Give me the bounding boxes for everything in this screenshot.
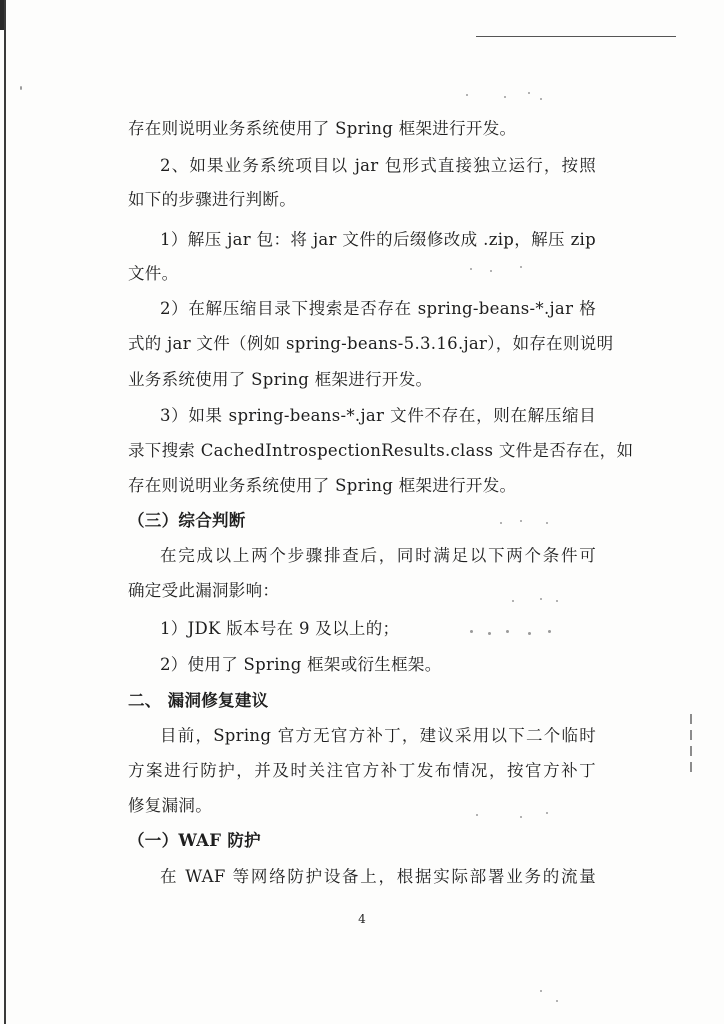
scan-speck bbox=[520, 266, 522, 268]
scan-speck bbox=[528, 92, 530, 94]
body-line: 式的 jar 文件（例如 spring-beans-5.3.16.jar），如存在则说明 bbox=[128, 334, 614, 353]
scan-speck bbox=[540, 98, 542, 100]
scan-speck bbox=[520, 816, 522, 818]
body-line: 文件。 bbox=[128, 264, 179, 283]
scan-speck bbox=[466, 94, 468, 96]
body-line: 2）在解压缩目录下搜索是否存在 spring-beans-*.jar 格 bbox=[160, 299, 596, 318]
scan-speck bbox=[556, 1000, 558, 1002]
scan-speck bbox=[546, 812, 548, 814]
scan-speck bbox=[528, 632, 531, 635]
body-line: 修复漏洞。 bbox=[128, 796, 212, 815]
scan-dash bbox=[690, 762, 692, 772]
body-line: 在 WAF 等网络防护设备上，根据实际部署业务的流量 bbox=[160, 867, 596, 886]
scan-speck bbox=[500, 522, 502, 524]
section-heading: （一）WAF 防护 bbox=[128, 831, 261, 850]
header-rule bbox=[476, 36, 676, 37]
body-line: 如下的步骤进行判断。 bbox=[128, 190, 296, 209]
body-line: 存在则说明业务系统使用了 Spring 框架进行开发。 bbox=[128, 119, 517, 138]
scan-speck bbox=[548, 630, 551, 633]
page-number: 4 bbox=[358, 912, 366, 926]
scan-speck bbox=[488, 632, 491, 635]
body-line: 确定受此漏洞影响： bbox=[128, 581, 280, 600]
scan-dash bbox=[690, 746, 692, 756]
body-line: 录下搜索 CachedIntrospectionResults.class 文件是否存在，如 bbox=[128, 441, 634, 460]
body-line: 目前，Spring 官方无官方补丁，建议采用以下二个临时 bbox=[160, 726, 596, 745]
scan-speck bbox=[540, 598, 542, 600]
scan-dash bbox=[690, 714, 692, 724]
scan-edge-line bbox=[4, 0, 6, 1024]
scan-speck bbox=[556, 600, 558, 602]
scan-speck bbox=[470, 268, 472, 270]
body-line: 在完成以上两个步骤排查后，同时满足以下两个条件可 bbox=[160, 546, 596, 565]
scan-speck bbox=[470, 630, 473, 633]
scan-speck bbox=[546, 522, 548, 524]
body-line: 2、如果业务系统项目以 jar 包形式直接独立运行，按照 bbox=[160, 156, 596, 175]
body-line: 1）JDK 版本号在 9 及以上的； bbox=[160, 619, 400, 638]
scan-speck bbox=[506, 630, 509, 633]
scan-speck bbox=[512, 600, 514, 602]
section-heading: （三）综合判断 bbox=[128, 511, 246, 530]
scan-speck bbox=[540, 990, 542, 992]
scan-speck bbox=[20, 86, 22, 90]
body-line: 3）如果 spring-beans-*.jar 文件不存在，则在解压缩目 bbox=[160, 406, 596, 425]
scan-speck bbox=[520, 520, 522, 522]
body-line: 业务系统使用了 Spring 框架进行开发。 bbox=[128, 370, 433, 389]
body-line: 1）解压 jar 包：将 jar 文件的后缀修改成 .zip，解压 zip bbox=[160, 230, 596, 249]
chapter-heading: 二、 漏洞修复建议 bbox=[128, 691, 269, 710]
scan-speck bbox=[490, 270, 492, 272]
body-line: 存在则说明业务系统使用了 Spring 框架进行开发。 bbox=[128, 476, 517, 495]
body-line: 2）使用了 Spring 框架或衍生框架。 bbox=[160, 655, 442, 674]
body-line: 方案进行防护，并及时关注官方补丁发布情况，按官方补丁 bbox=[128, 761, 596, 780]
scan-dash bbox=[690, 730, 692, 740]
scan-speck bbox=[476, 814, 478, 816]
scan-speck bbox=[504, 96, 506, 98]
